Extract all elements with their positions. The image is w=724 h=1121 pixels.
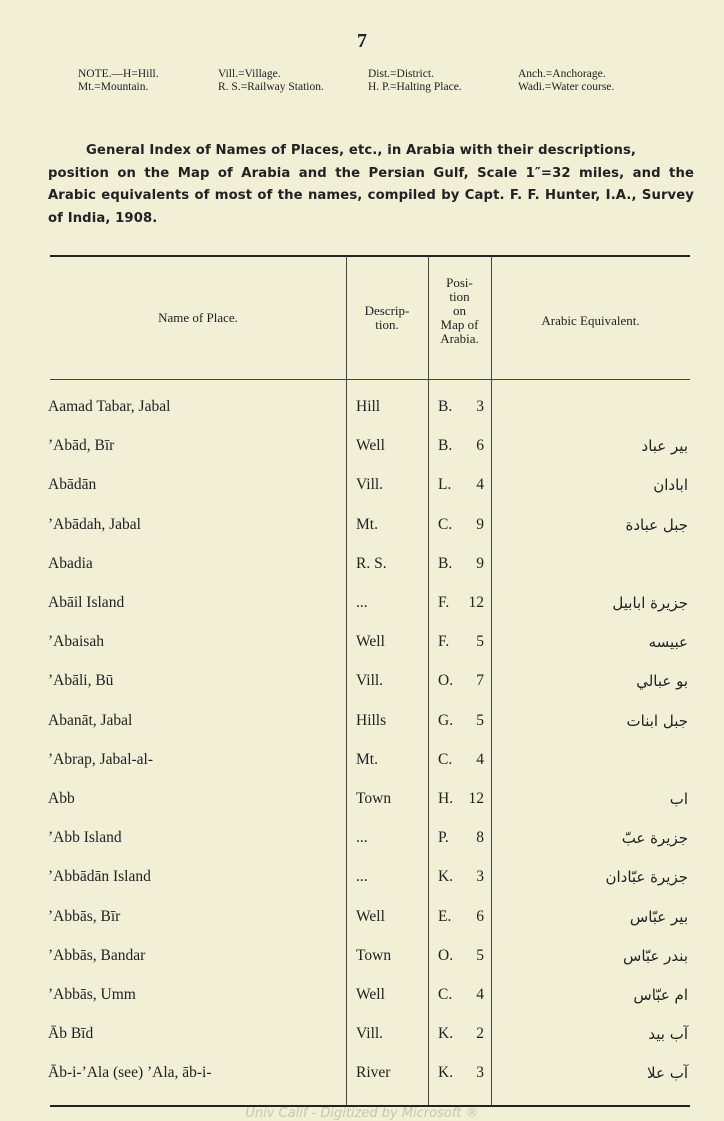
- place-name: Āb-i-’Ala (see) ’Ala, āb-i-: [48, 1064, 212, 1082]
- map-position-number: 3: [476, 398, 484, 415]
- note-anchorage: Anch.=Anchorage.: [518, 68, 606, 80]
- arabic-equivalent: جبل عبادة: [625, 515, 688, 534]
- map-position-number: 5: [476, 711, 484, 729]
- place-description: Well: [356, 437, 385, 455]
- map-position-number: 5: [476, 946, 484, 964]
- arabic-equivalent: ابادان: [653, 476, 688, 495]
- place-name: Aamad Tabar, Jabal: [48, 398, 171, 415]
- arabic-equivalent: آب علا: [647, 1064, 688, 1083]
- table-row: [0, 743, 724, 782]
- place-description: ...: [356, 594, 368, 611]
- note-mountain: Mt.=Mountain.: [78, 81, 149, 93]
- arabic-equivalent: بو عبالي: [636, 672, 688, 691]
- map-position-number: 4: [476, 986, 484, 1003]
- map-position-letter: K.: [438, 1025, 454, 1043]
- table-row: [0, 1056, 724, 1095]
- map-position-number: 12: [468, 594, 484, 611]
- page-number: 7: [357, 30, 367, 52]
- table-row: [0, 664, 724, 703]
- place-name: ’Abāli, Bū: [48, 672, 114, 690]
- place-description: ...: [356, 829, 368, 847]
- map-position-letter: F.: [438, 594, 450, 611]
- map-position-letter: F.: [438, 633, 450, 651]
- arabic-equivalent: ام عبّاس: [633, 986, 688, 1004]
- map-position-letter: C.: [438, 515, 453, 533]
- map-position-letter: G.: [438, 711, 454, 729]
- notes-row: [78, 68, 688, 81]
- map-position-letter: L.: [438, 476, 452, 494]
- index-title: [48, 140, 694, 230]
- place-name: ’Abādah, Jabal: [48, 515, 141, 533]
- note-railway-station: R. S.=Railway Station.: [218, 81, 324, 93]
- table-row: [0, 782, 724, 821]
- map-position-letter: K.: [438, 868, 454, 886]
- arabic-equivalent: جبل ابنات: [626, 711, 688, 730]
- map-position-letter: B.: [438, 437, 453, 455]
- place-description: Town: [356, 946, 392, 964]
- arabic-equivalent: بير عباد: [641, 437, 688, 456]
- place-description: Well: [356, 907, 385, 925]
- table-row: [0, 429, 724, 468]
- map-position-letter: B.: [438, 554, 453, 572]
- title-line-1: General Index of Names of Places, etc., in Arabia with their descriptions,: [86, 143, 637, 158]
- place-name: ’Abbās, Bīr: [48, 907, 121, 925]
- place-description: Well: [356, 986, 385, 1003]
- note-halting-place: H. P.=Halting Place.: [368, 81, 462, 93]
- map-position-number: 4: [476, 476, 484, 494]
- place-description: Vill.: [356, 1025, 384, 1043]
- map-position-letter: C.: [438, 986, 453, 1003]
- table-row: [0, 586, 724, 625]
- note-hill: NOTE.—H=Hill.: [78, 68, 159, 80]
- table-row: [0, 900, 724, 939]
- title-rest: position on the Map of Arabia and the Persian Gulf, Scale 1″=32 miles, and the Arabic equivalents of most of the names, compiled by Capt. F. F. Hunter, I.A., Survey of India, 1908.: [48, 165, 694, 226]
- place-name: Abādān: [48, 476, 97, 494]
- place-name: Abāil Island: [48, 594, 125, 611]
- arabic-equivalent: بندر عبّاس: [623, 946, 688, 965]
- place-description: Mt.: [356, 750, 378, 768]
- place-name: ’Abbādān Island: [48, 868, 151, 886]
- place-name: ’Abād, Bīr: [48, 437, 115, 455]
- map-position-letter: P.: [438, 829, 449, 847]
- place-name: Āb Bīd: [48, 1025, 94, 1043]
- place-name: ’Abaisah: [48, 633, 104, 651]
- place-description: Town: [356, 790, 392, 807]
- table-row: [0, 939, 724, 978]
- map-position-number: 7: [476, 672, 484, 690]
- arabic-equivalent: بير عبّاس: [629, 907, 688, 926]
- place-name: Abanāt, Jabal: [48, 711, 133, 729]
- table-top-rule: [50, 255, 690, 257]
- place-description: Vill.: [356, 476, 384, 494]
- arabic-equivalent: جزيرة عبّادان: [605, 868, 688, 887]
- map-position-letter: O.: [438, 946, 454, 964]
- table-row: [0, 508, 724, 547]
- table-row: [0, 860, 724, 899]
- note-village: Vill.=Village.: [218, 68, 281, 80]
- place-name: ’Abb Island: [48, 829, 122, 847]
- map-position-number: 2: [476, 1025, 484, 1043]
- map-position-number: 9: [476, 515, 484, 533]
- place-name: ’Abbās, Umm: [48, 986, 136, 1003]
- map-position-letter: H.: [438, 790, 454, 807]
- arabic-equivalent: آب بيد: [648, 1025, 688, 1044]
- place-description: R. S.: [356, 554, 387, 572]
- table-row: [0, 390, 724, 429]
- note-district: Dist.=District.: [368, 68, 434, 80]
- header-position: Posi- tion on Map of Arabia.: [440, 275, 479, 346]
- table-row: [0, 1017, 724, 1056]
- map-position-number: 8: [476, 829, 484, 847]
- map-position-number: 6: [476, 907, 484, 925]
- place-description: River: [356, 1064, 391, 1082]
- place-description: Hills: [356, 711, 387, 729]
- map-position-letter: K.: [438, 1064, 454, 1082]
- map-position-letter: B.: [438, 398, 453, 415]
- note-wadi: Wadi.=Water course.: [518, 81, 615, 93]
- map-position-number: 9: [476, 554, 484, 572]
- header-name-of-place: Name of Place.: [158, 310, 238, 325]
- place-name: ’Abrap, Jabal-al-: [48, 750, 154, 768]
- place-description: Hill: [356, 398, 381, 415]
- arabic-equivalent: اب: [669, 790, 688, 808]
- place-description: Vill.: [356, 672, 384, 690]
- arabic-equivalent: عبيسه: [648, 633, 688, 652]
- header-arabic-equivalent: Arabic Equivalent.: [541, 313, 640, 328]
- table-row: [0, 547, 724, 586]
- map-position-letter: O.: [438, 672, 454, 690]
- place-description: Well: [356, 633, 385, 651]
- map-position-number: 12: [468, 790, 484, 807]
- notes-row: [78, 81, 688, 94]
- map-position-letter: C.: [438, 750, 453, 768]
- place-name: Abadia: [48, 554, 93, 572]
- table-row: [0, 625, 724, 664]
- place-description: ...: [356, 868, 368, 886]
- table-row: [0, 821, 724, 860]
- table-row: [0, 978, 724, 1017]
- arabic-equivalent: جزيرة عبّ: [621, 829, 688, 848]
- arabic-equivalent: جزيرة ابابيل: [612, 594, 688, 612]
- table-header-rule: [50, 379, 690, 380]
- place-name: ’Abbās, Bandar: [48, 946, 146, 964]
- map-position-number: 3: [476, 868, 484, 886]
- table-row: [0, 704, 724, 743]
- map-position-number: 6: [476, 437, 484, 455]
- map-position-number: 3: [476, 1064, 484, 1082]
- table-row: [0, 468, 724, 507]
- header-description: Descrip- tion.: [364, 303, 410, 332]
- place-description: Mt.: [356, 515, 378, 533]
- abbreviation-notes: [78, 68, 688, 94]
- map-position-number: 5: [476, 633, 484, 651]
- map-position-letter: E.: [438, 907, 452, 925]
- digitization-watermark: Univ Calif - Digitized by Microsoft ®: [245, 1106, 479, 1121]
- map-position-number: 4: [476, 750, 484, 768]
- place-name: Abb: [48, 790, 75, 807]
